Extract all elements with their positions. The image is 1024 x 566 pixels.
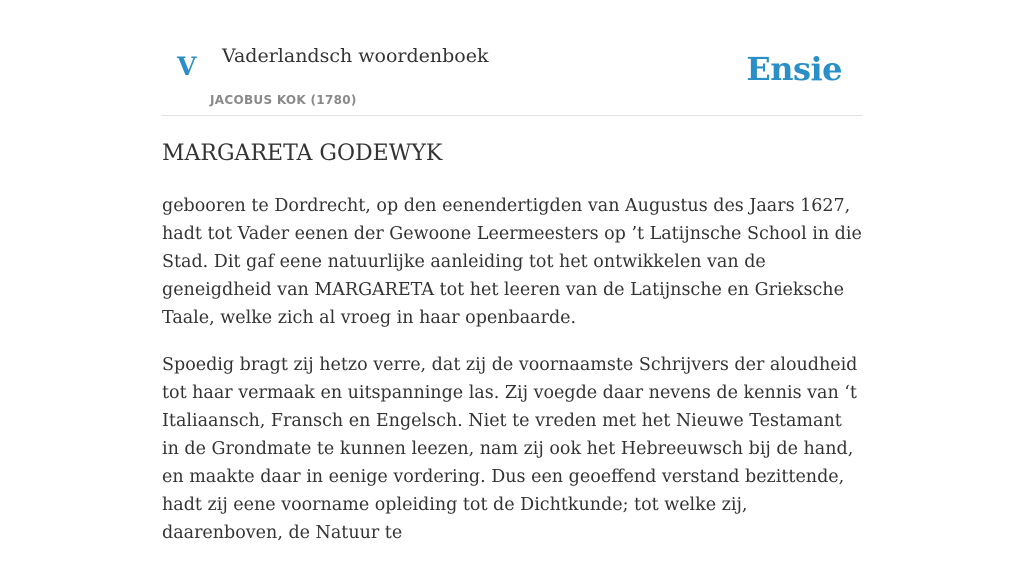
book-title-link[interactable]: Vaderlandsch woordenboek <box>222 45 489 67</box>
entry-paragraph: Spoedig bragt zij hetzo verre, dat zij de voornaamste Schrijvers der aloudheid tot haar vermaak en uitspanninge las. Zij voegde daar nevens de kennis van ‘t Italiaansch, Fransch en Engelsch. Niet te vreden met het Nieuwe Testamant in de Grondmate te kunnen leezen, nam zij ook het Hebreeuwsch bij de hand, en maakte daar in eenige vordering. Dus een geoeffend verstand bezittende, hadt zij eene voorname opleiding tot de Dichtkunde; tot welke zij, daarenboven, de Natuur te <box>162 355 858 543</box>
book-author: JACOBUS KOK (1780) <box>210 93 357 107</box>
entry-paragraph: gebooren te Dordrecht, op den eenendertigden van Augustus des Jaars 1627, hadt tot Vader eenen der Gewoone Leermeesters op ’t Latijnsche School in die Stad. Dit gaf eene natuurlijke aanleiding tot het ontwikkelen van de geneigdheid van MARGARETA tot het leeren van de Latijnsche en Grieksche Taale, welke zich al vroeg in haar openbaarde. <box>162 196 862 328</box>
book-header <box>162 0 862 116</box>
index-letter-link[interactable]: V <box>177 52 197 81</box>
entry-body <box>162 192 862 566</box>
ensie-logo[interactable]: Ensie <box>746 50 842 88</box>
entry-title: MARGARETA GODEWYK <box>162 141 443 166</box>
